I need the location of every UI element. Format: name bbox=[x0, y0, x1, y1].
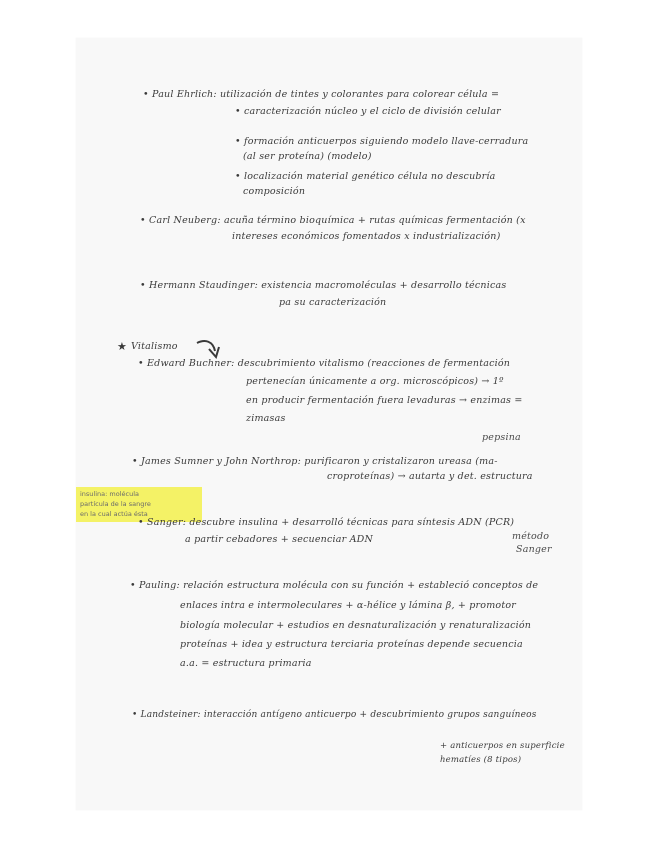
pauling-line-2: enlaces intra e intermoleculares + α-hélice y lámina β, + promotor bbox=[180, 600, 517, 611]
ehrlich-line-5: • localización material genético célula no descubría bbox=[235, 171, 496, 182]
sanger-line-2: a partir cebadores + secuenciar ADN bbox=[185, 534, 373, 545]
ehrlich-line-6: composición bbox=[243, 186, 306, 197]
landsteiner-line-3: hematíes (8 tipos) bbox=[440, 755, 522, 765]
ehrlich-line-2: • caracterización núcleo y el ciclo de división celular bbox=[235, 106, 501, 117]
buchner-line-1: • Edward Buchner: descubrimiento vitalismo (reacciones de fermentación bbox=[138, 358, 511, 369]
staudinger-line-2: pa su caracterización bbox=[279, 297, 387, 308]
sticky-line-2: partícula de la sangre bbox=[80, 500, 151, 508]
sumner-line-2: croproteínas) → autarta y det. estructura bbox=[327, 471, 533, 482]
pauling-line-3: biología molecular + estudios en desnaturalización y renaturalización bbox=[180, 620, 532, 631]
ehrlich-line-3: • formación anticuerpos siguiendo modelo llave-cerradura bbox=[235, 136, 529, 147]
buchner-line-2: pertenecían únicamente a org. microscópicos) → 1º bbox=[246, 376, 504, 387]
ehrlich-line-1: • Paul Ehrlich: utilización de tintes y colorantes para colorear célula = bbox=[143, 89, 500, 100]
pauling-line-5: a.a. = estructura primaria bbox=[180, 658, 312, 669]
sanger-side-note-1: método bbox=[512, 531, 550, 542]
neuberg-line-1: • Carl Neuberg: acuña término bioquímica + rutas químicas fermentación (x bbox=[140, 215, 526, 226]
sumner-line-1: • James Sumner y John Northrop: purificaron y cristalizaron ureasa (ma- bbox=[132, 456, 498, 467]
buchner-line-3: en producir fermentación fuera levaduras → enzimas = bbox=[246, 395, 523, 406]
sticky-line-3: en la cual actúa ésta bbox=[80, 510, 148, 518]
star-icon: ★ bbox=[117, 340, 128, 353]
sanger-line-1: • Sanger: descubre insulina + desarrolló técnicas para síntesis ADN (PCR) bbox=[138, 517, 515, 528]
staudinger-line-1: • Hermann Staudinger: existencia macromoléculas + desarrollo técnicas bbox=[140, 280, 507, 291]
ehrlich-line-4: (al ser proteína) (modelo) bbox=[243, 151, 372, 162]
pepsina-note: pepsina bbox=[482, 432, 521, 443]
pauling-line-1: • Pauling: relación estructura molécula con su función + estableció conceptos de bbox=[130, 580, 539, 591]
buchner-line-4: zimasas bbox=[246, 413, 286, 424]
neuberg-line-2: intereses económicos fomentados x industrialización) bbox=[232, 231, 501, 242]
landsteiner-line-2: + anticuerpos en superficie bbox=[440, 741, 565, 751]
pauling-line-4: proteínas + idea y estructura terciaria proteínas depende secuencia bbox=[180, 639, 523, 650]
vitalismo-heading: Vitalismo bbox=[131, 341, 178, 352]
landsteiner-line-1: • Landsteiner: interacción antígeno anticuerpo + descubrimiento grupos sanguíneos bbox=[132, 710, 537, 720]
sanger-side-note-2: Sanger bbox=[516, 544, 552, 555]
sticky-line-1: insulina: molécula bbox=[80, 490, 139, 498]
